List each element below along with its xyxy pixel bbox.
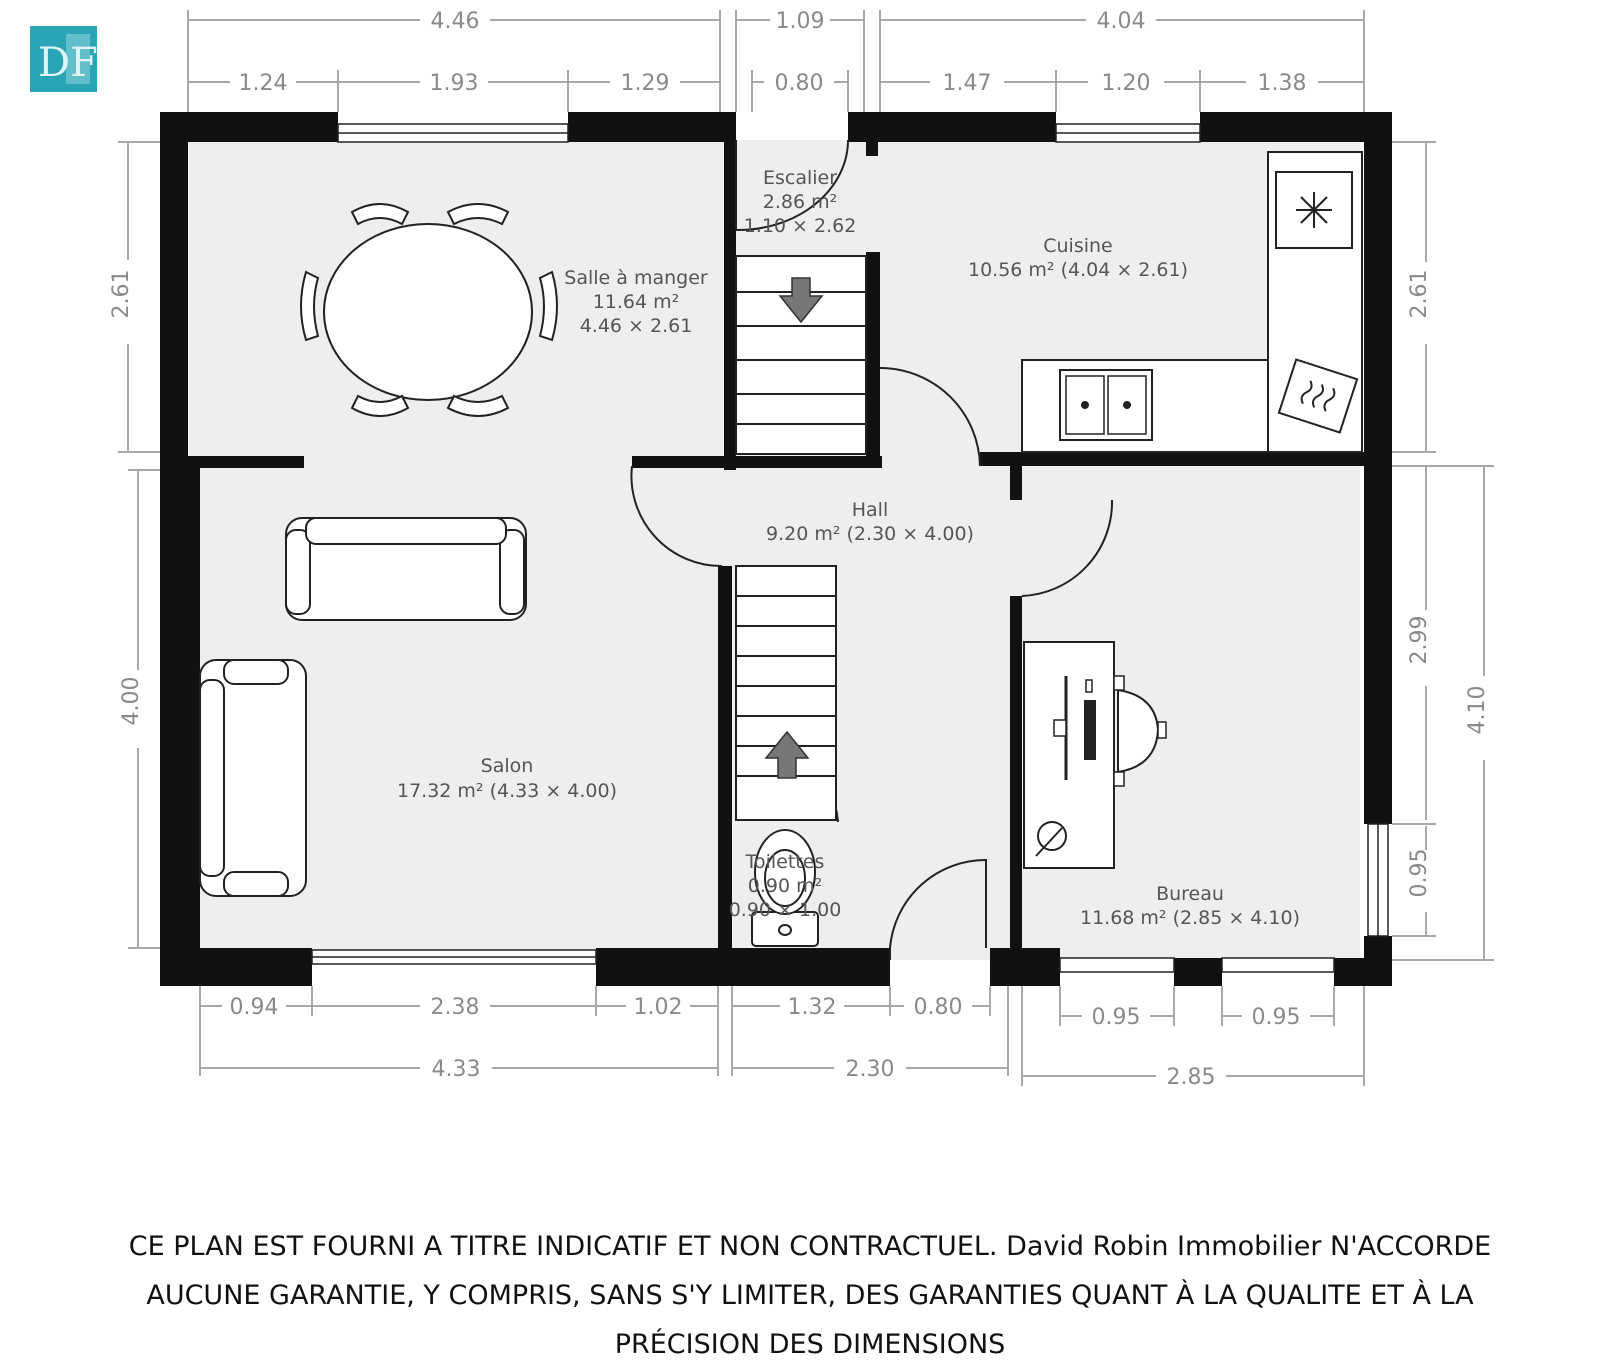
dim-top-right-c: 1.38	[1257, 71, 1307, 96]
cuisine-area-dims: 10.56 m² (4.04 × 2.61)	[967, 259, 1189, 281]
dim-right-mid: 2.99	[1407, 615, 1432, 665]
dim-right-upper: 2.61	[1407, 269, 1432, 319]
hall-name: Hall	[851, 499, 889, 521]
armchair-sofa-icon	[200, 660, 306, 896]
dim-top-total-mid: 1.09	[775, 9, 825, 34]
salle-dims: 4.46 × 2.61	[579, 315, 693, 337]
upper-staircase	[736, 256, 866, 454]
dim-bottom-total-left: 4.33	[431, 1057, 481, 1082]
dim-top-total-left: 4.46	[430, 9, 480, 34]
dim-top-right-b: 1.20	[1101, 71, 1151, 96]
toilettes-dims: 0.90 × 1.00	[728, 899, 842, 921]
dim-left-upper: 2.61	[109, 269, 134, 319]
disclaimer-line-2: AUCUNE GARANTIE, Y COMPRIS, SANS S'Y LIMITER, DES GARANTIES QUANT À LA QUALITE ET À LA	[146, 1280, 1474, 1311]
hall-area-dims: 9.20 m² (2.30 × 4.00)	[766, 523, 974, 545]
dim-top-left-b: 1.93	[429, 71, 479, 96]
dim-bottom-right-a: 0.95	[1091, 1005, 1141, 1030]
dim-bottom-left-c: 1.02	[633, 995, 683, 1020]
dim-top-total-right: 4.04	[1096, 9, 1146, 34]
escalier-dims: 1.10 × 2.62	[743, 215, 857, 237]
dim-bottom-total-mid: 2.30	[845, 1057, 895, 1082]
salon-area-dims: 17.32 m² (4.33 × 4.00)	[396, 780, 618, 802]
salon-name: Salon	[480, 755, 534, 777]
dim-bottom-mid-a: 1.32	[787, 995, 837, 1020]
dim-top-mid-door: 0.80	[774, 71, 824, 96]
logo-text: DF	[38, 40, 97, 86]
cuisine-name: Cuisine	[1043, 235, 1113, 257]
escalier-area: 2.86 m²	[762, 191, 838, 213]
dim-left-lower: 4.00	[119, 676, 144, 726]
disclaimer-line-1: CE PLAN EST FOURNI A TITRE INDICATIF ET NON CONTRACTUEL. David Robin Immobilier N'ACCORDE	[128, 1231, 1492, 1262]
disclaimer-line-3: PRÉCISION DES DIMENSIONS	[614, 1329, 1006, 1360]
bureau-area-dims: 11.68 m² (2.85 × 4.10)	[1079, 907, 1301, 929]
dim-top-left-c: 1.29	[620, 71, 670, 96]
escalier-name: Escalier	[762, 167, 838, 189]
sofa-icon	[286, 518, 526, 620]
dim-bottom-left-b: 2.38	[430, 995, 480, 1020]
dim-bottom-right-b: 0.95	[1251, 1005, 1301, 1030]
salle-name: Salle à manger	[564, 267, 708, 289]
bureau-name: Bureau	[1156, 883, 1224, 905]
salle-area: 11.64 m²	[592, 291, 680, 313]
dim-bottom-mid-b: 0.80	[913, 995, 963, 1020]
dim-bottom-total-right: 2.85	[1166, 1065, 1216, 1090]
toilettes-area: 0.90 m²	[747, 875, 823, 897]
dim-right-total: 4.10	[1465, 685, 1490, 735]
dim-top-left-a: 1.24	[238, 71, 288, 96]
disclaimer	[40, 1222, 1580, 1369]
toilettes-name: Toilettes	[745, 851, 825, 873]
dim-right-window: 0.95	[1407, 848, 1432, 898]
dim-bottom-left-a: 0.94	[229, 995, 279, 1020]
dim-top-right-a: 1.47	[942, 71, 992, 96]
lower-staircase	[736, 566, 836, 820]
